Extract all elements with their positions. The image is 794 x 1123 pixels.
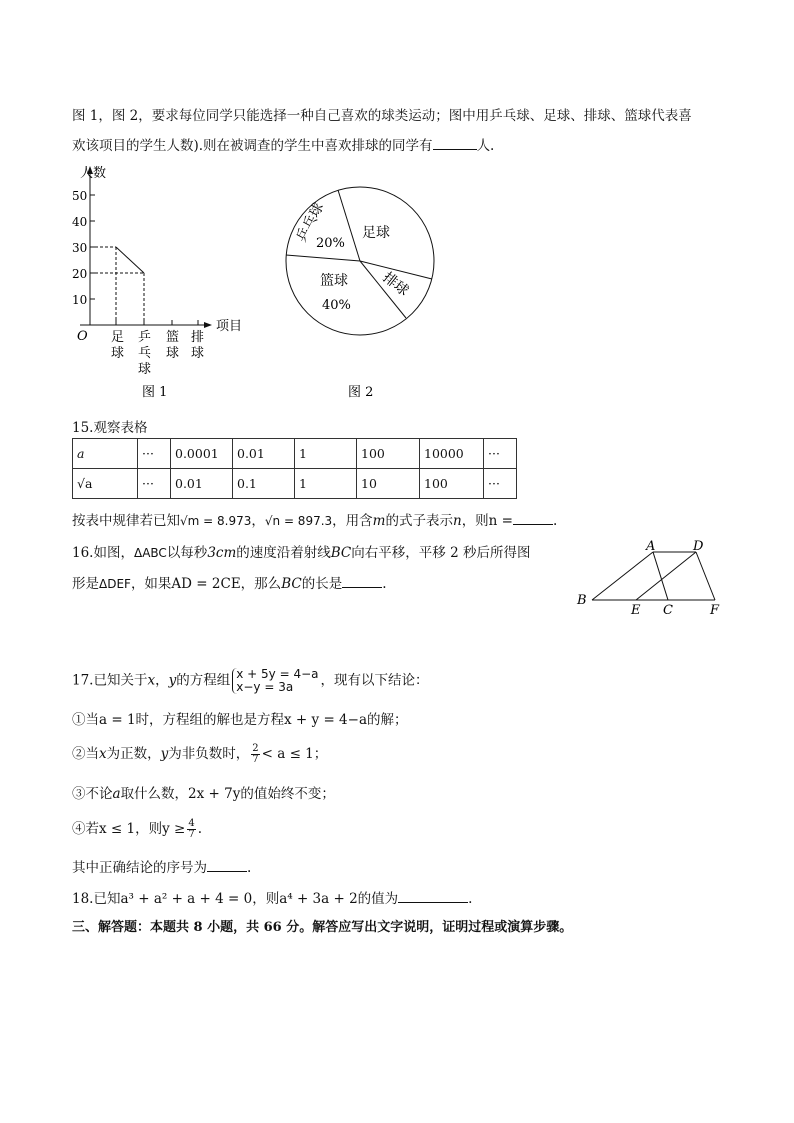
table-cell: 0.0001 bbox=[171, 439, 233, 469]
segment-df bbox=[696, 552, 715, 600]
segment-ab bbox=[592, 552, 653, 600]
slice-label-volleyball: 排球 bbox=[379, 269, 412, 300]
table-cell: 10 bbox=[357, 469, 420, 499]
intro-line-2 bbox=[72, 134, 494, 154]
q15-text: ，用含 bbox=[332, 513, 373, 529]
q16-triangle-def: ΔDEF bbox=[99, 577, 131, 591]
figure-2-caption: 图 2 bbox=[348, 385, 374, 400]
point-c: C bbox=[663, 603, 673, 618]
q16-figure bbox=[570, 536, 730, 620]
point-e: E bbox=[631, 603, 641, 618]
y-tick-label-30: 30 bbox=[72, 241, 88, 255]
table-cell: 100 bbox=[357, 439, 420, 469]
q16-segment-bc: BC bbox=[330, 545, 352, 561]
point-f: F bbox=[710, 603, 720, 618]
y-tick-label-10: 10 bbox=[72, 293, 88, 307]
category-volleyball: 排球 bbox=[191, 330, 205, 361]
q17-text: 其中正确结论的序号为 bbox=[72, 860, 207, 876]
figure-1-caption: 图 1 bbox=[142, 385, 168, 400]
answer-blank-15 bbox=[513, 512, 553, 525]
slice-value-pingpong: 20% bbox=[316, 236, 345, 251]
q16-text: 以每秒 bbox=[166, 545, 208, 561]
answer-blank-17 bbox=[207, 859, 247, 872]
x-axis-arrow bbox=[204, 322, 212, 328]
q17-conclusion-1: ①当a = 1时，方程组的解也是方程x + y = 4−a的解； bbox=[72, 712, 408, 728]
q17-conclusion-4 bbox=[72, 817, 202, 840]
table-cell: 1 bbox=[295, 439, 357, 469]
q17-conclusion-3 bbox=[72, 782, 335, 802]
q17-text: ④若x ≤ 1，则y ≥ bbox=[72, 821, 186, 837]
fraction-denominator: 7 bbox=[252, 754, 259, 765]
fraction-numerator: 2 bbox=[252, 743, 259, 754]
y-ticks bbox=[72, 189, 95, 307]
slice-label-basketball: 篮球 bbox=[320, 273, 348, 289]
q17-equation-2: x−y = 3a bbox=[236, 680, 294, 694]
origin-label: O bbox=[77, 329, 88, 344]
slice-label-football: 足球 bbox=[362, 225, 390, 241]
q15-text: ，则n = bbox=[461, 513, 513, 529]
q16-text: 的速度沿着射线 bbox=[236, 545, 331, 561]
point-b: B bbox=[577, 593, 587, 608]
answer-blank-14 bbox=[433, 137, 477, 150]
q17-text: . bbox=[197, 821, 202, 837]
q16-triangle-abc: ΔABC bbox=[133, 546, 167, 560]
table-cell: a bbox=[73, 439, 138, 469]
q17-var-y: y bbox=[168, 672, 177, 689]
intro-line-1: 图 1，图 2，要求每位同学只能选择一种自己喜欢的球类运动；图中用乒乓球、足球、排球、篮球代表喜 bbox=[72, 108, 692, 124]
q17-var-a: a bbox=[112, 786, 121, 802]
section-3-heading: 三、解答题：本题共 8 小题，共 66 分。解答应写出文字说明，证明过程或演算步骤。 bbox=[72, 920, 573, 935]
q15-text: 的式子表示 bbox=[385, 513, 453, 529]
table-row bbox=[73, 439, 517, 469]
x-axis-label: 项目 bbox=[216, 319, 243, 334]
table-cell: 0.01 bbox=[233, 439, 295, 469]
q15-var-n: n bbox=[452, 513, 462, 529]
fraction-denominator: 7 bbox=[188, 829, 195, 840]
q17-stem bbox=[72, 668, 429, 694]
q15-title: 15.观察表格 bbox=[72, 420, 148, 436]
figure-2-pie bbox=[280, 185, 440, 400]
q17-text: 的方程组 bbox=[176, 672, 231, 689]
table-row bbox=[73, 469, 517, 499]
q17-text: ， bbox=[155, 672, 169, 689]
intro-line-2-text: 欢该项目的学生人数).则在被调查的学生中喜欢排球的同学有 bbox=[72, 138, 433, 154]
answer-blank-18 bbox=[398, 890, 468, 903]
table-cell: ··· bbox=[484, 439, 517, 469]
slice-label-pingpong: 乒乓球 bbox=[293, 200, 328, 245]
q16-text: 16.如图， bbox=[72, 545, 134, 561]
q18-question: 18.已知a³ + a² + a + 4 = 0，则a⁴ + 3a + 2的值为 . bbox=[72, 891, 473, 907]
q17-text: 17.已知关于 bbox=[72, 672, 148, 689]
q16-text: 向右平移，平移 2 秒后所得图 bbox=[351, 545, 531, 561]
q16-text: 的长是 bbox=[301, 576, 343, 592]
table-cell: 100 bbox=[420, 469, 484, 499]
q17-var-x: x bbox=[99, 746, 107, 762]
y-tick-label-20: 20 bbox=[72, 267, 88, 281]
q16-text: 形是 bbox=[72, 576, 99, 592]
q16-line-2: 形是ΔDEF，如果AD = 2CE，那么BC的长是 . bbox=[72, 576, 387, 592]
y-axis-label: 人数 bbox=[80, 166, 107, 181]
q17-var-y: y bbox=[160, 746, 169, 762]
table-cell: √a bbox=[73, 469, 138, 499]
q17-text: ②当 bbox=[72, 746, 99, 762]
point-a: A bbox=[646, 539, 656, 554]
q17-ask: 其中正确结论的序号为 . bbox=[72, 860, 252, 876]
table-cell: ··· bbox=[138, 469, 171, 499]
category-basketball: 篮球 bbox=[166, 330, 180, 361]
y-tick-label-40: 40 bbox=[72, 215, 88, 229]
pie-divider-2 bbox=[286, 255, 360, 261]
q17-text: 为正数， bbox=[106, 746, 161, 762]
q17-fraction bbox=[187, 819, 195, 840]
q15-sep: ， bbox=[251, 513, 265, 529]
q15-text: 按表中规律若已知 bbox=[72, 513, 180, 529]
q18-text: 18.已知a³ + a² + a + 4 = 0，则a⁴ + 3a + 2的值为 bbox=[72, 891, 399, 907]
q15-table bbox=[72, 438, 517, 499]
point-d: D bbox=[693, 539, 704, 554]
q17-text: ，现有以下结论： bbox=[320, 672, 429, 689]
q15-question: 按表中规律若已知√m = 8.973，√n = 897.3，用含m的式子表示n，则n = . bbox=[72, 513, 558, 529]
q15-var-m: m bbox=[372, 513, 386, 529]
q17-text: < a ≤ 1； bbox=[261, 746, 328, 762]
figure-1-chart bbox=[70, 160, 260, 400]
q16-segment-bc: BC bbox=[281, 576, 302, 592]
category-football: 足球 bbox=[111, 330, 125, 361]
q17-text: 取什么数，2x + 7y的值始终不变； bbox=[120, 786, 335, 802]
q17-text: ③不论 bbox=[72, 786, 113, 802]
table-cell: 1 bbox=[295, 469, 357, 499]
q15-eq-m: √m = 8.973 bbox=[180, 514, 252, 528]
q17-text: 为非负数时， bbox=[168, 746, 250, 762]
q17-equation-1: x + 5y = 4−a bbox=[236, 667, 319, 681]
table-cell: ··· bbox=[138, 439, 171, 469]
intro-line-2-end: 人. bbox=[476, 138, 495, 154]
table-cell: ··· bbox=[484, 469, 517, 499]
q16-text: ，如果AD = 2CE，那么 bbox=[130, 576, 282, 592]
q15-eq-n: √n = 897.3 bbox=[264, 514, 333, 528]
category-pingpong: 乒乓球 bbox=[138, 330, 152, 377]
q16-speed: 3cm bbox=[207, 545, 237, 561]
table-cell: 10000 bbox=[420, 439, 484, 469]
answer-blank-16 bbox=[342, 575, 382, 588]
q16-line-1 bbox=[72, 541, 530, 561]
q17-equation-system bbox=[232, 668, 318, 694]
slice-value-basketball: 40% bbox=[322, 298, 351, 313]
q17-conclusion-2 bbox=[72, 742, 327, 765]
q17-fraction bbox=[251, 744, 259, 765]
fraction-numerator: 4 bbox=[188, 818, 195, 829]
table-cell: 0.1 bbox=[233, 469, 295, 499]
y-tick-label-50: 50 bbox=[72, 189, 88, 203]
q17-var-x: x bbox=[147, 672, 156, 689]
table-cell: 0.01 bbox=[171, 469, 233, 499]
data-line bbox=[116, 247, 144, 273]
